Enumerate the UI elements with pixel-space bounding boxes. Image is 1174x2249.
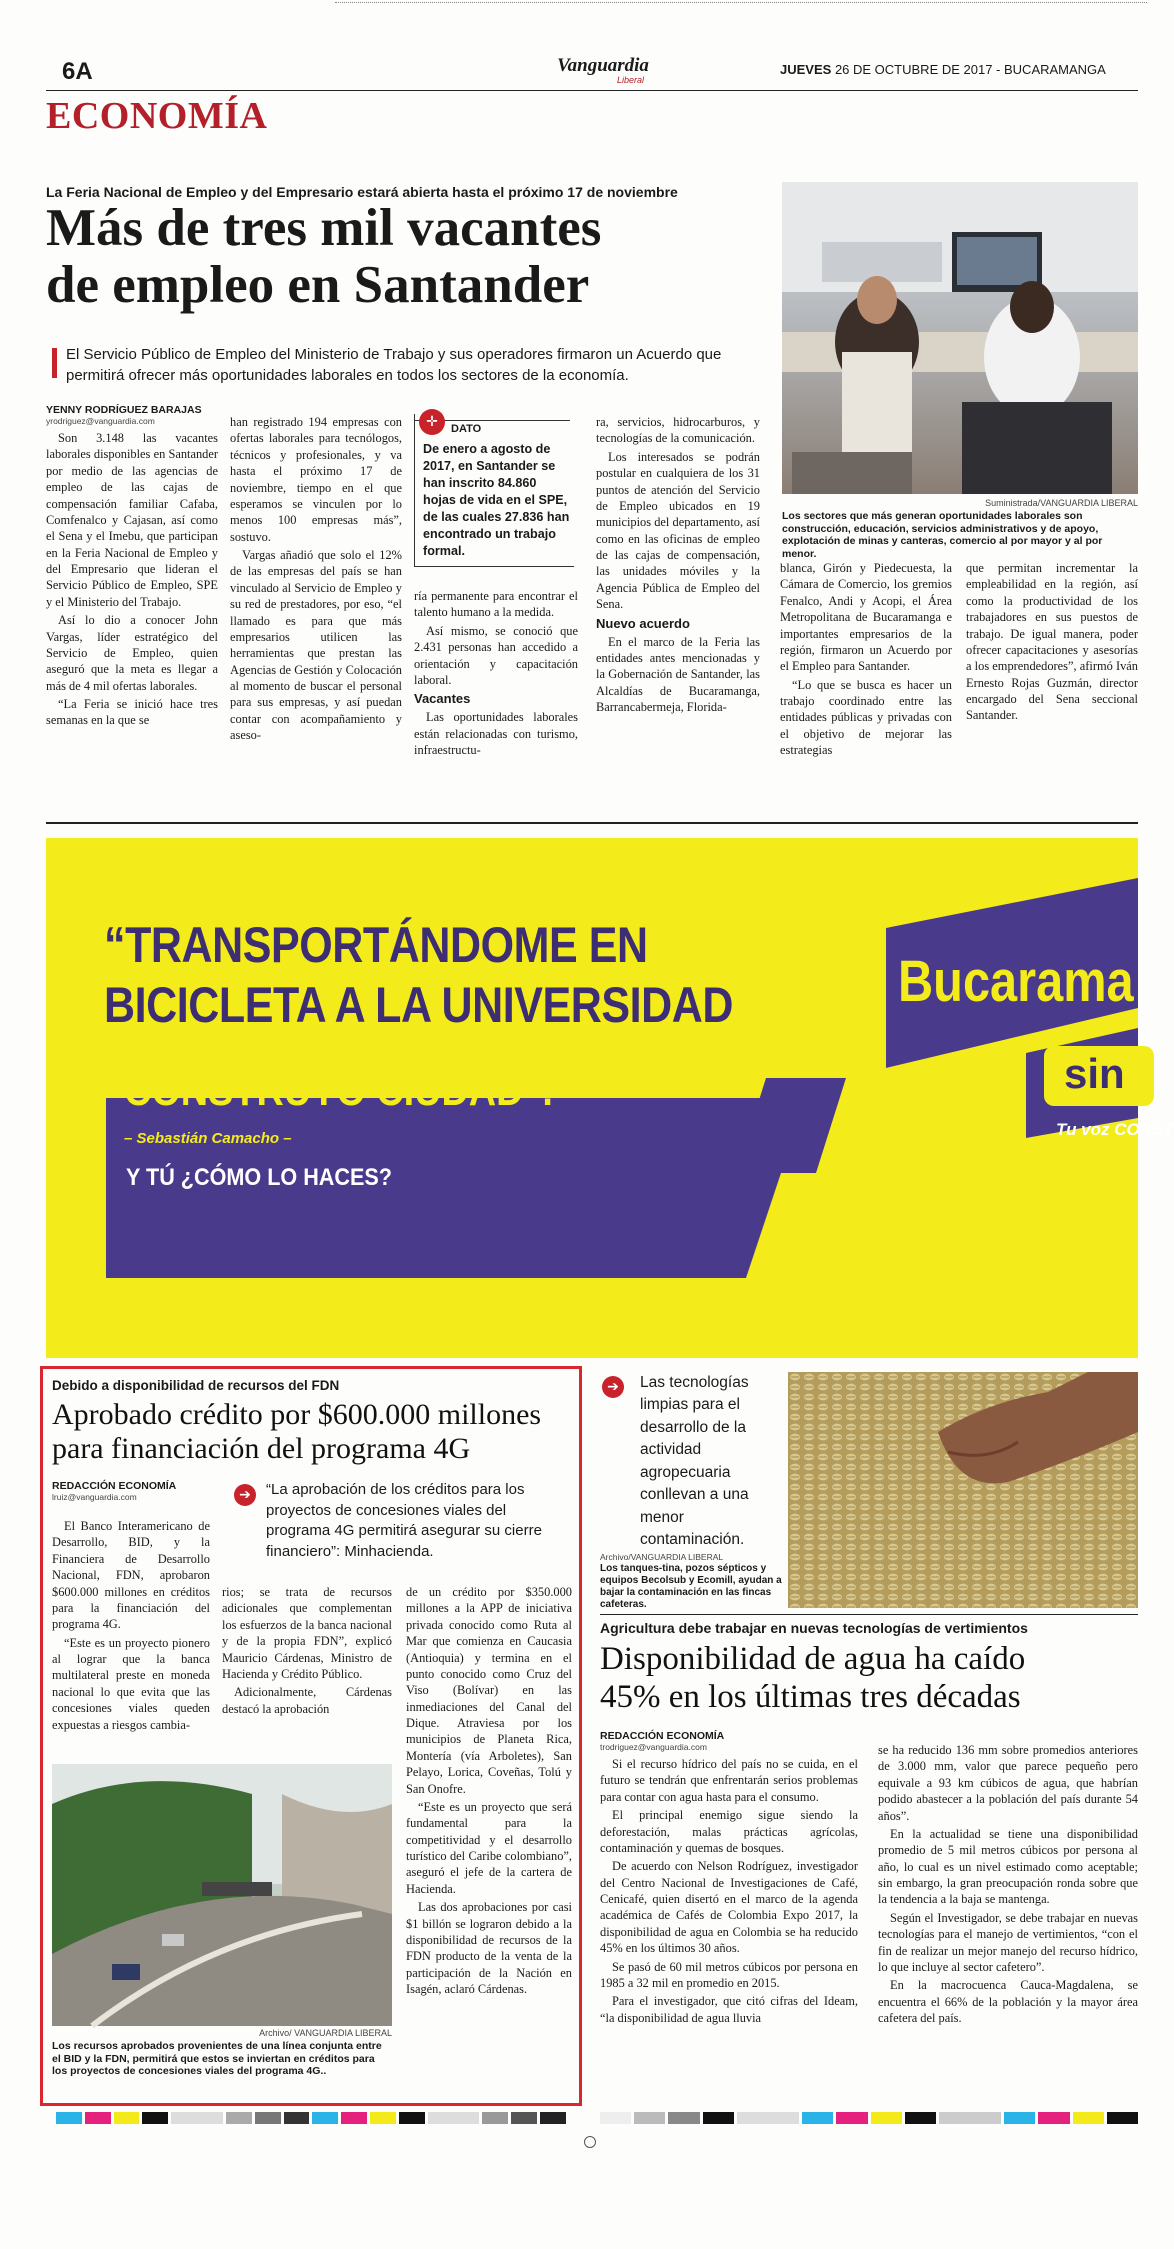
article1-col5	[780, 560, 952, 761]
paragraph: ría permanente para encontrar el talento humano a la medida.	[414, 589, 578, 620]
article2-headline-line1: Aprobado crédito por $600.000 millones	[52, 1398, 542, 1431]
color-bar-right	[600, 2112, 1138, 2124]
ad-headline-2: BICICLETA A LA UNIVERSIDAD	[104, 977, 734, 1033]
issue-day: JUEVES	[780, 62, 832, 77]
article3-kicker: Agricultura debe trabajar en nuevas tecnologías de vertimientos	[600, 1620, 1028, 1636]
paragraph: Se pasó de 60 mil metros cúbicos por persona en 1985 a 32 mil en promedio en 2015.	[600, 1959, 858, 1990]
article2-col2	[222, 1584, 392, 1719]
issue-date-city: 26 DE OCTUBRE DE 2017 - BUCARAMANGA	[834, 62, 1106, 77]
paragraph: Vargas añadió que solo el 12% de las empresas del país se han vinculado al Servicio de Empleo y su red de prestadores, por eso, “el llamado es para que más empresarios utilicen las herramientas que prestan las Agencias de Gestión y Colocación al momento de buscar el personal para sus empresas, y así puedan contar con acompañamiento y aseso-	[230, 548, 402, 743]
article3-headline-line1: Disponibilidad de agua ha caído	[600, 1641, 1026, 1677]
dato-label: DATO	[451, 423, 482, 435]
article3-headline-line2: 45% en los últimas tres décadas	[600, 1679, 1021, 1716]
dato-icon: ✛	[419, 409, 445, 435]
color-bar-left	[56, 2112, 566, 2124]
article2-col3	[406, 1584, 572, 1999]
paragraph: El Banco Interamericano de Desarrollo, BID, y la Financiera de Desarrollo Nacional, FDN, aprobaron $600.000 millones en créditos para la financiación del programa 4G.	[52, 1519, 210, 1632]
ad-tagline: Tu voz CONST	[1056, 1120, 1174, 1139]
paragraph: “Lo que se busca es hacer un trabajo coordinado entre las entidades públicas y privadas con el objetivo de mejorar las estrategias	[780, 677, 952, 758]
paragraph: Las dos aprobaciones por casi $1 billón se lograron debido a la disponibilidad de recursos de la FDN producto de la venta de la participación de la Nación en Isagén, aclaró Cárdenas.	[406, 1900, 572, 1996]
article2-pullquote: “La aprobación de los créditos para los proyectos de concesiones viales del programa 4G permitirá asegurar su cierre financiero”: Minhacienda.	[266, 1481, 542, 1561]
article2-byline: REDACCIÓN ECONOMÍA	[52, 1480, 177, 1492]
registration-mark-icon	[584, 2136, 596, 2148]
masthead-rule	[46, 90, 1138, 91]
paragraph: En la macrocuenca Cauca-Magdalena, se encuentra el 66% de la población y la mayor área cafetera del país.	[878, 1978, 1138, 2025]
arrow-right-icon: ➔	[602, 1376, 624, 1398]
paragraph: que permitan incrementar la empleabilidad en la región, así como la productividad de los trabajadores en sus puestos de trabajo. De igual manera, poder ofrecer capacitaciones y asesorías a los emprendedores”, afirmó Iván Ernesto Rojas Guzmán, director encargado del Sena seccional Santander.	[966, 561, 1138, 723]
article1-col4	[596, 414, 760, 718]
article2-photo-caption: Los recursos aprobados provenientes de una línea conjunta entre el BID y la FDN, permitirá que estos se inviertan en créditos para los proyectos de concesiones viales del programa 4G..	[52, 2040, 382, 2078]
ad-headline-1: “TRANSPORTÁNDOME EN	[104, 917, 648, 973]
paragraph: Las oportunidades laborales están relacionadas con turismo, infraestructu-	[414, 710, 578, 758]
article3-byline-block	[600, 1730, 724, 1752]
arrow-right-icon: ➔	[234, 1484, 256, 1506]
paragraph: rios; se trata de recursos adicionales que complementan los esfuerzos de la banca nacional y de la propia FDN”, explicó Mauricio Cárdenas, Ministro de Hacienda y Crédito Público.	[222, 1585, 392, 1681]
article2-col1	[52, 1518, 210, 1735]
logo-sub: Liberal	[616, 75, 644, 85]
article1-headline-line1: Más de tres mil vacantes	[46, 199, 602, 257]
article3-email: trodriguez@vanguardia.com	[600, 1742, 707, 1752]
paragraph: han registrado 194 empresas con ofertas laborales para tecnólogos, técnicos y profesionales, y va hasta el próximo 17 de noviembre, tiempo en el que esperamos se vinculen por lo menos 100 empresas más”, sostuvo.	[230, 415, 402, 544]
paragraph: Para el investigador, que citó cifras del Ideam, “la disponibilidad de agua lluvia	[600, 1994, 858, 2025]
article1-deck-bar	[52, 348, 57, 378]
article1-deck: El Servicio Público de Empleo del Ministerio de Trabajo y sus operadores firmaron un Acuerdo que permitirá ofrecer más oportunidades laborales en todos los sectores de la economía.	[66, 346, 722, 384]
paragraph: “Este es un proyecto que será fundamental para la competitividad y el desarrollo turístico del Caribe colombiano”, aseguró el jefe de la cartera de Hacienda.	[406, 1799, 572, 1896]
article3-photo-caption: Los tanques-tina, pozos sépticos y equipos Becolsub y Ecomill, ayudan a bajar la contaminación en las fincas cafeteras.	[600, 1563, 782, 1610]
paragraph: Si el recurso hídrico del país no se cuida, en el futuro se tendrán que enfrentarán serios problemas para contar con agua hasta para el consumo.	[600, 1757, 858, 1804]
dato-box	[414, 414, 574, 567]
paragraph: Adicionalmente, Cárdenas destacó la aprobación	[222, 1685, 392, 1716]
article1-photo-credit: Suministrada/VANGUARDIA LIBERAL	[985, 498, 1138, 508]
article3-col2	[878, 1742, 1138, 2028]
coffee-beans-image	[788, 1372, 1138, 1608]
article3-top-rule	[600, 1614, 1138, 1615]
paragraph: blanca, Girón y Piedecuesta, la Cámara de Comercio, los gremios Fenalco, Andi y Acopi, el Área Metropolitana de Bucaramanga e importantes empresarios de la región, firmaron un Acuerdo por el Empleo para Santander.	[780, 561, 952, 674]
article2-headline-line2: para financiación del programa 4G	[52, 1432, 471, 1466]
article3-photo	[788, 1372, 1138, 1608]
paragraph: se ha reducido 136 mm sobre promedios anteriores de 3.000 mm, valor que parece pequeño pero equivale a 93 km cúbicos de agua, que habrían podido abastecer a la población del país durante 54 años”.	[878, 1743, 1138, 1823]
article1-col2	[230, 414, 402, 746]
article3-pullquote: Las tecnologías limpias para el desarrollo de la actividad agropecuaria conllevan a una menor contaminación.	[640, 1374, 749, 1549]
paragraph: Los interesados se podrán postular en cualquiera de los 31 puntos de atención del Servicio de Empleo ubicados en 19 municipios del departamento, así como en las oficinas de empleo de las cajas de compensación, las unidades móviles y la Agencia Pública de Empleo del Sena.	[596, 449, 760, 612]
page-number: 6A	[62, 58, 93, 85]
issue-date	[780, 62, 1106, 77]
logo-main: Vanguardia	[557, 55, 649, 76]
paragraph: Así lo dio a conocer John Vargas, líder estratégico del Servicio de Empleo, quien aseguró que la meta es llegar a más de 4 mil ofertas laborales.	[46, 613, 218, 693]
paragraph: de un crédito por $350.000 millones a la APP de iniciativa privada conocido como Ruta al Mar que comienza en Caucasia (Antioquia) y termina en el punto conocido como Cruz del Viso (Bolívar) en las inmediaciones del Canal del Dique. Atraviesa por los municipios de Planeta Rica, Montería (vía Arboletes), San Pelayo, Lorica, Coveñas, Tolú y San Onofre.	[406, 1585, 572, 1796]
section-title: ECONOMÍA	[46, 95, 268, 137]
subhead-vacantes: Vacantes	[414, 691, 471, 707]
paragraph: Son 3.148 las vacantes laborales disponibles en Santander por medio de las agencias de empleo de las cajas de compensación familiar Cafaba, Comfenalco y Cajasan, así como el Sena y el Imebu, que participan en la Feria Nacional de Empleo y del Empresario que lideran el Servicio Público de Empleo, SPE y el Ministerio del Trabajo.	[46, 431, 218, 609]
article1-col3	[414, 588, 578, 761]
paragraph: Según el Investigador, se debe trabajar en nuevas tecnologías para el manejo de vertimientos, “con el fin de realizar un mejor manejo del recurso hídrico, lo que incluye al sector cafetero”.	[878, 1910, 1138, 1974]
article3-headline	[600, 1640, 1025, 1717]
paragraph: El principal enemigo sigue siendo la deforestación, malas prácticas agrícolas, contaminación y quemas de bosques.	[600, 1808, 858, 1855]
article2-headline	[52, 1398, 541, 1466]
article1-email: yrodriguez@vanguardia.com	[46, 416, 155, 426]
article1-bottom-rule	[46, 822, 1138, 824]
paragraph: En la actualidad se tiene una disponibilidad promedio de 5 mil metros cúbicos por persona al año, lo cual es un nivel estimado como aceptable; sin embargo, la gran preocupación ronda sobre que la tendencia a la baja se mantenga.	[878, 1826, 1138, 1907]
article3-photo-credit: Archivo/VANGUARDIA LIBERAL	[600, 1552, 724, 1562]
article2-byline-block	[52, 1480, 176, 1502]
article1-kicker: La Feria Nacional de Empleo y del Empresario estará abierta hasta el próximo 17 de noviembre	[46, 184, 678, 200]
paragraph: “Este es un proyecto pionero al lograr que la banca multilateral preste en moneda nacional lo que evita que las concesiones viales queden expuestas a riesgos cambia-	[52, 1635, 210, 1732]
ad-headline-3: CONSTRUYO CIUDAD”.	[124, 1066, 553, 1115]
article2-email: lruiz@vanguardia.com	[52, 1492, 137, 1502]
ad-question: Y TÚ ¿CÓMO LO HACES?	[126, 1164, 393, 1191]
office-scene-image	[782, 182, 1138, 494]
article3-col1	[600, 1756, 858, 2028]
article2-photo-credit: Archivo/ VANGUARDIA LIBERAL	[259, 2028, 392, 2038]
article1-photo-caption: Los sectores que más generan oportunidades laborales son construcción, educación, servicios administrativos y de apoyo, explotación de minas y canteras, comercio al por mayor y al por menor.	[782, 510, 1103, 560]
ad-author: – Sebastián Camacho –	[124, 1130, 292, 1147]
article1-photo	[782, 182, 1138, 494]
road-construction-image	[52, 1764, 392, 2026]
article1-byline: YENNY RODRÍGUEZ BARAJAS	[46, 404, 202, 416]
paragraph: Así mismo, se conoció que 2.431 personas han accedido a orientación y capacitación laboral.	[414, 623, 578, 687]
article1-col6	[966, 560, 1138, 726]
article2-photo	[52, 1764, 392, 2026]
newspaper-logo	[548, 56, 658, 85]
dato-text: De enero a agosto de 2017, en Santander se han inscrito 84.860 hojas de vida en el SPE, de las cuales 27.836 han encontrado un trabajo formal.	[423, 442, 570, 558]
article1-col1	[46, 430, 218, 731]
paragraph: “La Feria se inició hace tres semanas en la que se	[46, 697, 218, 728]
paragraph: De acuerdo con Nelson Rodríguez, investigador del Centro Nacional de Investigaciones de Café, Cenicafé, quien disertó en el marco de la agenda académica de Cafés de Colombia Expo 2017, la disponibilidad de agua en Colombia se ha reducido 45% en los últimos 30 años.	[600, 1859, 858, 1956]
article2-kicker: Debido a disponibilidad de recursos del FDN	[52, 1378, 340, 1393]
article1-headline-line2: de empleo en Santander	[46, 256, 590, 315]
subhead-nuevo-acuerdo: Nuevo acuerdo	[596, 615, 690, 631]
paragraph: En el marco de la Feria las entidades antes mencionadas y la Gobernación de Santander, las Alcaldías de Bucaramanga, Barrancabermeja, Florida-	[596, 634, 760, 715]
top-dotted-rule	[335, 2, 1147, 3]
article3-byline: REDACCIÓN ECONOMÍA	[600, 1730, 725, 1742]
ad-brand: Bucarama	[898, 949, 1134, 1014]
paragraph: ra, servicios, hidrocarburos, y tecnologías de la comunicación.	[596, 415, 760, 446]
article1-headline	[46, 200, 601, 314]
ad-brand-sub: sin	[1064, 1050, 1125, 1097]
article1-byline-block	[46, 404, 202, 426]
advertisement	[46, 838, 1174, 1358]
